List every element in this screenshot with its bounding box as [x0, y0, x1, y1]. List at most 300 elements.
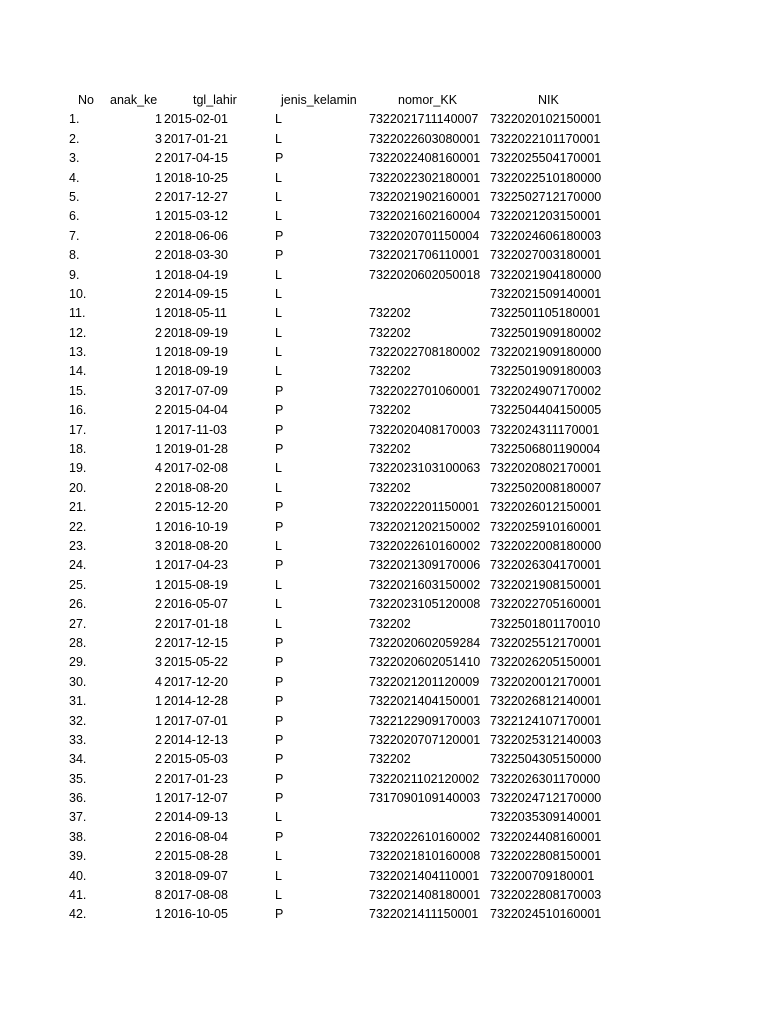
cell-tgl-lahir: 2018-09-19	[164, 345, 228, 360]
cell-jenis-kelamin: P	[275, 383, 284, 398]
cell-no: 40.	[69, 868, 87, 883]
table-row	[0, 266, 768, 285]
table-row	[0, 110, 768, 129]
cell-tgl-lahir: 2018-08-20	[164, 480, 228, 495]
cell-nomor-kk: 732202	[369, 306, 411, 321]
cell-anak-ke: 2	[155, 189, 162, 204]
cell-nik: 7322027003180001	[490, 248, 602, 263]
cell-no: 9.	[69, 267, 80, 282]
cell-tgl-lahir: 2016-05-07	[164, 597, 228, 612]
cell-anak-ke: 2	[155, 771, 162, 786]
cell-anak-ke: 1	[155, 112, 162, 127]
cell-nik: 7322501105180001	[490, 306, 601, 321]
cell-nomor-kk: 7322021202150002	[369, 519, 481, 534]
cell-anak-ke: 3	[155, 383, 162, 398]
cell-nik: 7322124107170001	[490, 713, 602, 728]
cell-anak-ke: 2	[155, 810, 162, 825]
cell-anak-ke: 2	[155, 480, 162, 495]
cell-nomor-kk: 7322022302180001	[369, 170, 481, 185]
cell-tgl-lahir: 2015-08-19	[164, 577, 228, 592]
cell-jenis-kelamin: L	[275, 810, 282, 825]
cell-nomor-kk: 7322022610160002	[369, 538, 481, 553]
cell-jenis-kelamin: L	[275, 286, 282, 301]
cell-anak-ke: 3	[155, 655, 162, 670]
cell-anak-ke: 1	[155, 442, 162, 457]
cell-nomor-kk: 732202	[369, 325, 411, 340]
cell-tgl-lahir: 2015-03-12	[164, 209, 228, 224]
cell-tgl-lahir: 2017-01-23	[164, 771, 228, 786]
table-row	[0, 227, 768, 246]
cell-nik: 7322501909180003	[490, 364, 602, 379]
table-row	[0, 712, 768, 731]
cell-tgl-lahir: 2018-04-19	[164, 267, 228, 282]
cell-anak-ke: 2	[155, 829, 162, 844]
cell-tgl-lahir: 2017-02-08	[164, 461, 228, 476]
cell-nik: 7322026304170001	[490, 558, 602, 573]
cell-anak-ke: 2	[155, 635, 162, 650]
cell-tgl-lahir: 2018-08-20	[164, 538, 228, 553]
cell-nik: 7322025910160001	[490, 519, 602, 534]
cell-nik: 7322024712170000	[490, 791, 602, 806]
cell-nomor-kk: 7322020602050018	[369, 267, 481, 282]
cell-tgl-lahir: 2015-12-20	[164, 500, 228, 515]
cell-nik: 7322024510160001	[490, 907, 602, 922]
cell-jenis-kelamin: L	[275, 112, 282, 127]
cell-anak-ke: 2	[155, 849, 162, 864]
cell-jenis-kelamin: L	[275, 209, 282, 224]
cell-jenis-kelamin: L	[275, 170, 282, 185]
table-row	[0, 246, 768, 265]
table-row	[0, 615, 768, 634]
cell-nomor-kk: 7322021603150002	[369, 577, 481, 592]
table-row	[0, 149, 768, 168]
cell-jenis-kelamin: L	[275, 868, 282, 883]
cell-anak-ke: 1	[155, 907, 162, 922]
cell-nik: 7322506801190004	[490, 442, 601, 457]
table-row	[0, 207, 768, 226]
table-row	[0, 576, 768, 595]
cell-no: 24.	[69, 558, 87, 573]
cell-nik: 732200709180001	[490, 868, 595, 883]
cell-no: 42.	[69, 907, 87, 922]
cell-nomor-kk: 7322023105120008	[369, 597, 481, 612]
cell-tgl-lahir: 2017-12-07	[164, 791, 228, 806]
cell-jenis-kelamin: L	[275, 849, 282, 864]
cell-jenis-kelamin: L	[275, 888, 282, 903]
cell-anak-ke: 2	[155, 228, 162, 243]
table-row	[0, 905, 768, 924]
cell-anak-ke: 3	[155, 538, 162, 553]
cell-nik: 7322502008180007	[490, 480, 602, 495]
cell-anak-ke: 1	[155, 267, 162, 282]
cell-tgl-lahir: 2018-09-19	[164, 364, 228, 379]
cell-no: 23.	[69, 538, 87, 553]
cell-anak-ke: 1	[155, 306, 162, 321]
table-row	[0, 867, 768, 886]
cell-nik: 7322024408160001	[490, 829, 602, 844]
cell-no: 8.	[69, 248, 80, 263]
table-row	[0, 595, 768, 614]
cell-jenis-kelamin: P	[275, 713, 284, 728]
cell-no: 18.	[69, 442, 87, 457]
cell-nik: 7322020802170001	[490, 461, 602, 476]
cell-nomor-kk: 7322021309170006	[369, 558, 481, 573]
cell-tgl-lahir: 2017-01-18	[164, 616, 228, 631]
cell-tgl-lahir: 2016-08-04	[164, 829, 228, 844]
table-header-row	[0, 91, 768, 110]
cell-jenis-kelamin: L	[275, 577, 282, 592]
cell-nik: 7322021909180000	[490, 345, 602, 360]
cell-nik: 7322024907170002	[490, 383, 602, 398]
cell-tgl-lahir: 2017-12-27	[164, 189, 228, 204]
cell-no: 32.	[69, 713, 87, 728]
table-row	[0, 847, 768, 866]
table-row	[0, 750, 768, 769]
table-row	[0, 537, 768, 556]
cell-nik: 7322026812140001	[490, 694, 602, 709]
cell-jenis-kelamin: P	[275, 519, 284, 534]
cell-no: 36.	[69, 791, 87, 806]
cell-nik: 7322024311170001	[490, 422, 600, 437]
cell-anak-ke: 1	[155, 519, 162, 534]
table-row	[0, 304, 768, 323]
cell-no: 5.	[69, 189, 80, 204]
cell-nomor-kk: 7322021404110001	[369, 868, 480, 883]
cell-tgl-lahir: 2018-10-25	[164, 170, 228, 185]
cell-jenis-kelamin: P	[275, 732, 284, 747]
cell-no: 30.	[69, 674, 87, 689]
cell-nik: 7322504404150005	[490, 403, 602, 418]
cell-nik: 7322020012170001	[490, 674, 602, 689]
cell-jenis-kelamin: P	[275, 403, 284, 418]
table-row	[0, 479, 768, 498]
cell-tgl-lahir: 2014-09-15	[164, 286, 228, 301]
table-row	[0, 382, 768, 401]
cell-nomor-kk: 7322122909170003	[369, 713, 481, 728]
table-row	[0, 401, 768, 420]
cell-nik: 7322022705160001	[490, 597, 602, 612]
cell-anak-ke: 1	[155, 558, 162, 573]
cell-no: 16.	[69, 403, 87, 418]
cell-nomor-kk: 7322021404150001	[369, 694, 481, 709]
cell-no: 22.	[69, 519, 87, 534]
cell-nomor-kk: 732202	[369, 616, 411, 631]
cell-no: 31.	[69, 694, 87, 709]
cell-jenis-kelamin: P	[275, 248, 284, 263]
cell-jenis-kelamin: L	[275, 345, 282, 360]
cell-jenis-kelamin: P	[275, 791, 284, 806]
header-nik: NIK	[538, 93, 559, 107]
cell-jenis-kelamin: L	[275, 189, 282, 204]
cell-nomor-kk: 7322022701060001	[369, 383, 481, 398]
cell-jenis-kelamin: L	[275, 131, 282, 146]
cell-nomor-kk: 7322021411150001	[369, 907, 479, 922]
cell-jenis-kelamin: L	[275, 267, 282, 282]
cell-jenis-kelamin: L	[275, 616, 282, 631]
cell-tgl-lahir: 2018-05-11	[164, 306, 228, 321]
cell-anak-ke: 2	[155, 151, 162, 166]
cell-jenis-kelamin: P	[275, 752, 284, 767]
cell-jenis-kelamin: P	[275, 907, 284, 922]
cell-nomor-kk: 7322022408160001	[369, 151, 481, 166]
cell-tgl-lahir: 2018-03-30	[164, 248, 228, 263]
cell-tgl-lahir: 2016-10-19	[164, 519, 228, 534]
cell-no: 1.	[69, 112, 80, 127]
cell-nomor-kk: 7322022610160002	[369, 829, 481, 844]
cell-no: 17.	[69, 422, 87, 437]
table-body	[0, 110, 768, 924]
cell-jenis-kelamin: L	[275, 364, 282, 379]
table-row	[0, 731, 768, 750]
cell-nik: 7322026301170000	[490, 771, 601, 786]
cell-no: 28.	[69, 635, 87, 650]
cell-tgl-lahir: 2015-05-03	[164, 752, 228, 767]
cell-tgl-lahir: 2015-04-04	[164, 403, 228, 418]
cell-no: 3.	[69, 151, 80, 166]
cell-anak-ke: 2	[155, 616, 162, 631]
cell-anak-ke: 1	[155, 209, 162, 224]
cell-anak-ke: 2	[155, 325, 162, 340]
cell-jenis-kelamin: P	[275, 558, 284, 573]
cell-tgl-lahir: 2016-10-05	[164, 907, 228, 922]
cell-jenis-kelamin: P	[275, 228, 284, 243]
table-row	[0, 362, 768, 381]
table-row	[0, 886, 768, 905]
cell-nomor-kk: 7322021706110001	[369, 248, 480, 263]
cell-tgl-lahir: 2017-07-01	[164, 713, 228, 728]
cell-anak-ke: 2	[155, 248, 162, 263]
cell-nomor-kk: 7322020602051410	[369, 655, 481, 670]
cell-jenis-kelamin: L	[275, 306, 282, 321]
cell-no: 21.	[69, 500, 87, 515]
cell-no: 26.	[69, 597, 87, 612]
cell-tgl-lahir: 2018-06-06	[164, 228, 228, 243]
cell-tgl-lahir: 2014-12-28	[164, 694, 228, 709]
cell-no: 34.	[69, 752, 87, 767]
cell-no: 20.	[69, 480, 87, 495]
cell-anak-ke: 2	[155, 500, 162, 515]
header-anak-ke: anak_ke	[110, 93, 158, 107]
table-row	[0, 634, 768, 653]
cell-jenis-kelamin: P	[275, 694, 284, 709]
cell-nik: 7322022008180000	[490, 538, 602, 553]
cell-nik: 7322026012150001	[490, 500, 602, 515]
table-row	[0, 789, 768, 808]
cell-anak-ke: 2	[155, 752, 162, 767]
cell-jenis-kelamin: P	[275, 829, 284, 844]
cell-no: 14.	[69, 364, 87, 379]
cell-no: 15.	[69, 383, 87, 398]
table-row	[0, 421, 768, 440]
header-nomor-kk: nomor_KK	[398, 93, 458, 107]
cell-jenis-kelamin: P	[275, 442, 284, 457]
cell-no: 29.	[69, 655, 87, 670]
cell-anak-ke: 8	[155, 888, 162, 903]
cell-nomor-kk: 7322022603080001	[369, 131, 481, 146]
cell-nik: 7322501909180002	[490, 325, 602, 340]
table-row	[0, 130, 768, 149]
cell-tgl-lahir: 2017-08-08	[164, 888, 228, 903]
table-row	[0, 770, 768, 789]
table-row	[0, 498, 768, 517]
cell-tgl-lahir: 2014-09-13	[164, 810, 228, 825]
cell-tgl-lahir: 2017-11-03	[164, 422, 228, 437]
cell-tgl-lahir: 2017-07-09	[164, 383, 228, 398]
cell-no: 12.	[69, 325, 87, 340]
cell-nik: 7322025312140003	[490, 732, 602, 747]
cell-nomor-kk: 732202	[369, 442, 411, 457]
cell-tgl-lahir: 2014-12-13	[164, 732, 228, 747]
table-row	[0, 808, 768, 827]
cell-anak-ke: 3	[155, 868, 162, 883]
table-row	[0, 440, 768, 459]
table-row	[0, 828, 768, 847]
table-row	[0, 188, 768, 207]
cell-anak-ke: 4	[155, 674, 162, 689]
cell-anak-ke: 1	[155, 170, 162, 185]
cell-jenis-kelamin: L	[275, 325, 282, 340]
cell-tgl-lahir: 2017-12-15	[164, 635, 228, 650]
cell-anak-ke: 1	[155, 791, 162, 806]
header-jenis-kelamin: jenis_kelamin	[281, 93, 357, 107]
cell-anak-ke: 1	[155, 364, 162, 379]
cell-nik: 7322022101170001	[490, 131, 601, 146]
table-row	[0, 324, 768, 343]
cell-nik: 7322026205150001	[490, 655, 602, 670]
cell-jenis-kelamin: P	[275, 674, 284, 689]
cell-nik: 7322502712170000	[490, 189, 602, 204]
cell-jenis-kelamin: L	[275, 480, 282, 495]
cell-nik: 7322035309140001	[490, 810, 602, 825]
cell-anak-ke: 2	[155, 732, 162, 747]
cell-nomor-kk: 7322021201120009	[369, 674, 480, 689]
cell-nomor-kk: 7322022708180002	[369, 345, 481, 360]
cell-no: 25.	[69, 577, 87, 592]
cell-no: 10.	[69, 286, 87, 301]
cell-nomor-kk: 7322022201150001	[369, 500, 480, 515]
cell-anak-ke: 1	[155, 422, 162, 437]
cell-jenis-kelamin: L	[275, 597, 282, 612]
cell-nik: 7322021908150001	[490, 577, 602, 592]
cell-nomor-kk: 7322020701150004	[369, 228, 480, 243]
cell-anak-ke: 2	[155, 597, 162, 612]
cell-nomor-kk: 7322021408180001	[369, 888, 481, 903]
cell-nik: 7322020102150001	[490, 112, 602, 127]
cell-nomor-kk: 7317090109140003	[369, 791, 481, 806]
table-row	[0, 459, 768, 478]
cell-no: 35.	[69, 771, 87, 786]
cell-nik: 7322022510180000	[490, 170, 602, 185]
cell-anak-ke: 1	[155, 345, 162, 360]
table-row	[0, 285, 768, 304]
cell-nomor-kk: 732202	[369, 364, 411, 379]
cell-no: 19.	[69, 461, 87, 476]
cell-tgl-lahir: 2017-04-23	[164, 558, 228, 573]
cell-anak-ke: 1	[155, 694, 162, 709]
cell-tgl-lahir: 2018-09-07	[164, 868, 228, 883]
cell-nomor-kk: 7322021711140007	[369, 112, 479, 127]
cell-jenis-kelamin: L	[275, 461, 282, 476]
cell-jenis-kelamin: P	[275, 500, 284, 515]
cell-nomor-kk: 7322020408170003	[369, 422, 481, 437]
cell-tgl-lahir: 2018-09-19	[164, 325, 228, 340]
cell-no: 39.	[69, 849, 87, 864]
cell-nik: 7322504305150000	[490, 752, 602, 767]
table-row	[0, 343, 768, 362]
cell-jenis-kelamin: P	[275, 655, 284, 670]
cell-jenis-kelamin: P	[275, 771, 284, 786]
header-no: No	[78, 93, 94, 107]
cell-anak-ke: 3	[155, 131, 162, 146]
cell-no: 6.	[69, 209, 80, 224]
table-row	[0, 673, 768, 692]
cell-no: 4.	[69, 170, 80, 185]
cell-nomor-kk: 7322021810160008	[369, 849, 481, 864]
cell-nik: 7322025504170001	[490, 151, 602, 166]
table-row	[0, 518, 768, 537]
cell-nik: 7322021509140001	[490, 286, 602, 301]
cell-no: 37.	[69, 810, 87, 825]
cell-nik: 7322501801170010	[490, 616, 601, 631]
cell-nomor-kk: 732202	[369, 752, 411, 767]
cell-anak-ke: 4	[155, 461, 162, 476]
cell-tgl-lahir: 2017-04-15	[164, 151, 228, 166]
cell-nomor-kk: 732202	[369, 480, 411, 495]
cell-anak-ke: 2	[155, 286, 162, 301]
cell-nomor-kk: 7322023103100063	[369, 461, 481, 476]
cell-no: 41.	[69, 888, 87, 903]
cell-nomor-kk: 732202	[369, 403, 411, 418]
cell-tgl-lahir: 2019-01-28	[164, 442, 228, 457]
cell-nik: 7322025512170001	[490, 635, 602, 650]
cell-nik: 7322022808170003	[490, 888, 602, 903]
cell-anak-ke: 2	[155, 403, 162, 418]
cell-nik: 7322021904180000	[490, 267, 602, 282]
cell-tgl-lahir: 2015-02-01	[164, 112, 228, 127]
cell-no: 7.	[69, 228, 80, 243]
cell-nomor-kk: 7322021102120002	[369, 771, 480, 786]
cell-tgl-lahir: 2015-05-22	[164, 655, 228, 670]
cell-no: 13.	[69, 345, 87, 360]
cell-no: 33.	[69, 732, 87, 747]
cell-nik: 7322022808150001	[490, 849, 602, 864]
data-table	[0, 91, 768, 925]
cell-anak-ke: 1	[155, 577, 162, 592]
cell-no: 11.	[69, 306, 86, 321]
cell-tgl-lahir: 2015-08-28	[164, 849, 228, 864]
cell-jenis-kelamin: P	[275, 635, 284, 650]
table-row	[0, 556, 768, 575]
table-row	[0, 692, 768, 711]
cell-tgl-lahir: 2017-01-21	[164, 131, 228, 146]
cell-no: 27.	[69, 616, 87, 631]
table-row	[0, 169, 768, 188]
cell-nomor-kk: 7322020707120001	[369, 732, 481, 747]
cell-anak-ke: 1	[155, 713, 162, 728]
cell-nik: 7322024606180003	[490, 228, 602, 243]
cell-jenis-kelamin: L	[275, 538, 282, 553]
table-row	[0, 653, 768, 672]
cell-no: 38.	[69, 829, 87, 844]
header-tgl-lahir: tgl_lahir	[193, 93, 237, 107]
cell-tgl-lahir: 2017-12-20	[164, 674, 228, 689]
cell-nomor-kk: 7322021902160001	[369, 189, 481, 204]
cell-jenis-kelamin: P	[275, 151, 284, 166]
cell-nomor-kk: 7322021602160004	[369, 209, 481, 224]
cell-nomor-kk: 7322020602059284	[369, 635, 481, 650]
cell-nik: 7322021203150001	[490, 209, 602, 224]
cell-jenis-kelamin: P	[275, 422, 284, 437]
